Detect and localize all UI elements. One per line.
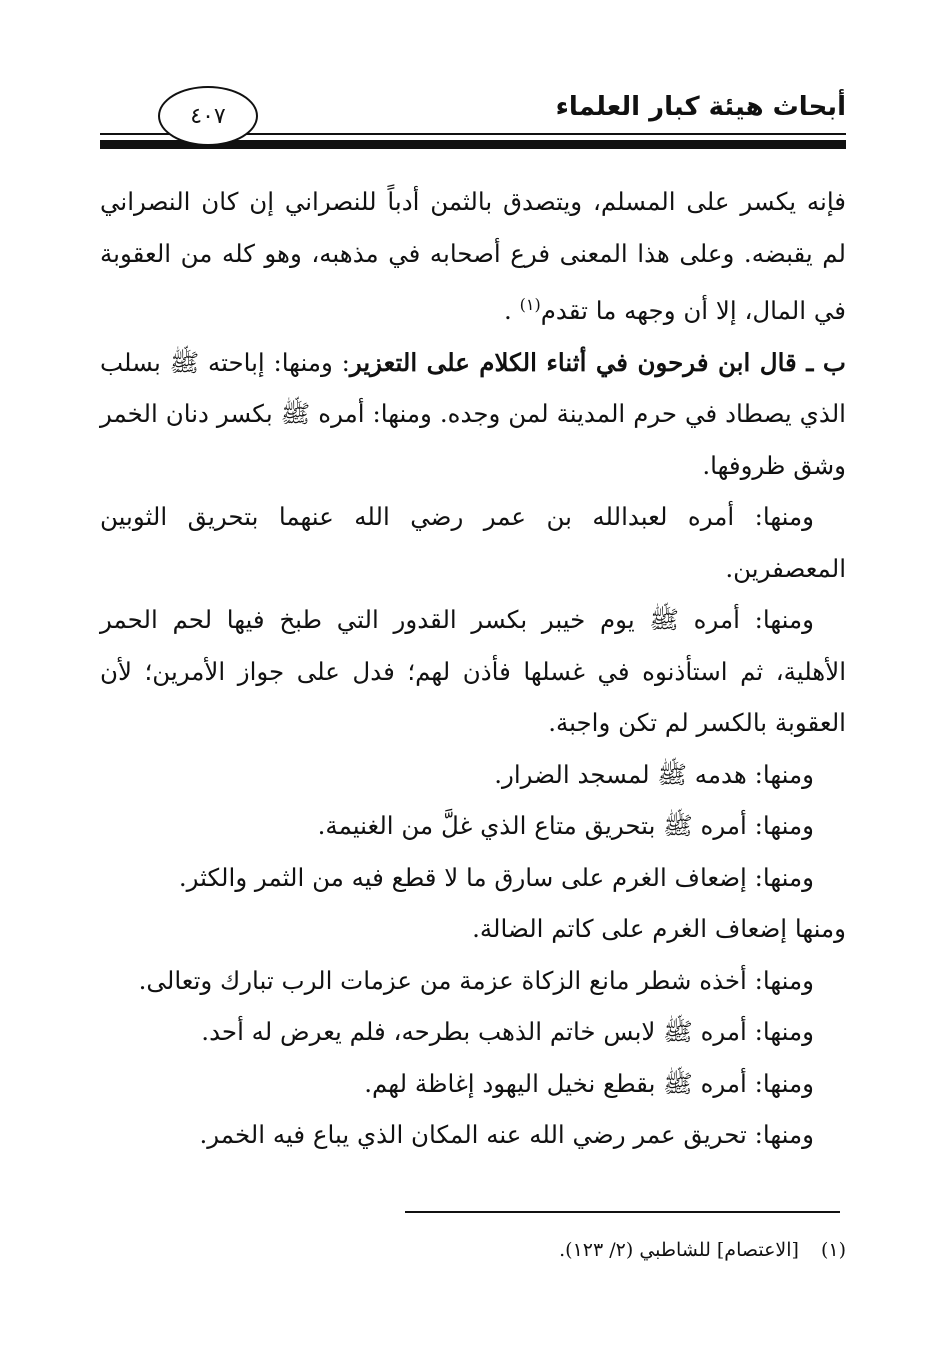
paragraph-1-end: . [504, 296, 520, 326]
paragraph-12: ومنها: تحريق عمر رضي الله عنه المكان الذي يباع فيه الخمر. [199, 1120, 814, 1150]
footnote-number: (١) [820, 1239, 846, 1261]
paragraph-6: ومنها: أمره ﷺ بتحريق متاع الذي غلَّ من الغنيمة. [317, 811, 814, 841]
paragraph-7: ومنها: إضعاف الغرم على سارق ما لا قطع فيه من الثمر والكثر. [178, 862, 814, 892]
paragraph-11: ومنها: أمره ﷺ بقطع نخيل اليهود إغاظة لهم. [364, 1068, 814, 1098]
footnote-reference: (١) [519, 295, 541, 314]
paragraph-5: ومنها: هدمه ﷺ لمسجد الضرار. [494, 759, 814, 789]
footnote-1 [559, 1239, 846, 1261]
section-heading: ب ـ قال ابن فرحون في أثناء الكلام على التعزير [349, 347, 846, 377]
paragraph-10: ومنها: أمره ﷺ لابس خاتم الذهب بطرحه، فلم يعرض له أحد. [201, 1017, 814, 1047]
paragraph-1-text: فإنه يكسر على المسلم، ويتصدق بالثمن أدباً للنصراني إن كان النصراني لم يقبضه. وعلى هذا المعنى فرع أصحابه في مذهبه، وهو كله من العقوبة في المال، إلا أن وجهه ما تقدم [100, 187, 846, 326]
paragraph-9: ومنها: أخذه شطر مانع الزكاة عزمة من عزمات الرب تبارك وتعالى. [138, 965, 814, 995]
paragraph-4: ومنها: أمره ﷺ يوم خيبر بكسر القدور التي طبخ فيها لحم الحمر الأهلية، ثم استأذنوه في غسلها فأذن لهم؛ فدل على جواز الأمرين؛ لأن العقوبة بالكسر لم تكن واجبة. [100, 605, 847, 738]
paragraph-2 [100, 337, 846, 492]
page-number: ٤٠٧ [158, 86, 258, 146]
paragraph-3: ومنها: أمره لعبدالله بن عمر رضي الله عنهما بتحريق الثوبين المعصفرين. [100, 502, 846, 583]
main-text [100, 176, 846, 1161]
paragraph-1 [100, 176, 846, 337]
footnote-separator [405, 1211, 840, 1213]
paragraph-8: ومنها إضعاف الغرم على كاتم الضالة. [472, 914, 846, 944]
paragraph-2-text: : ومنها: إباحته ﷺ بسلب الذي يصطاد في حرم المدينة لمن وجده. ومنها: أمره ﷺ بكسر دنان الخمر وشق ظروفها. [100, 347, 846, 480]
running-header-title: أبحاث هيئة كبار العلماء [555, 92, 846, 122]
footnote-text: [الاعتصام] للشاطبي (٢/ ١٢٣). [559, 1239, 799, 1261]
